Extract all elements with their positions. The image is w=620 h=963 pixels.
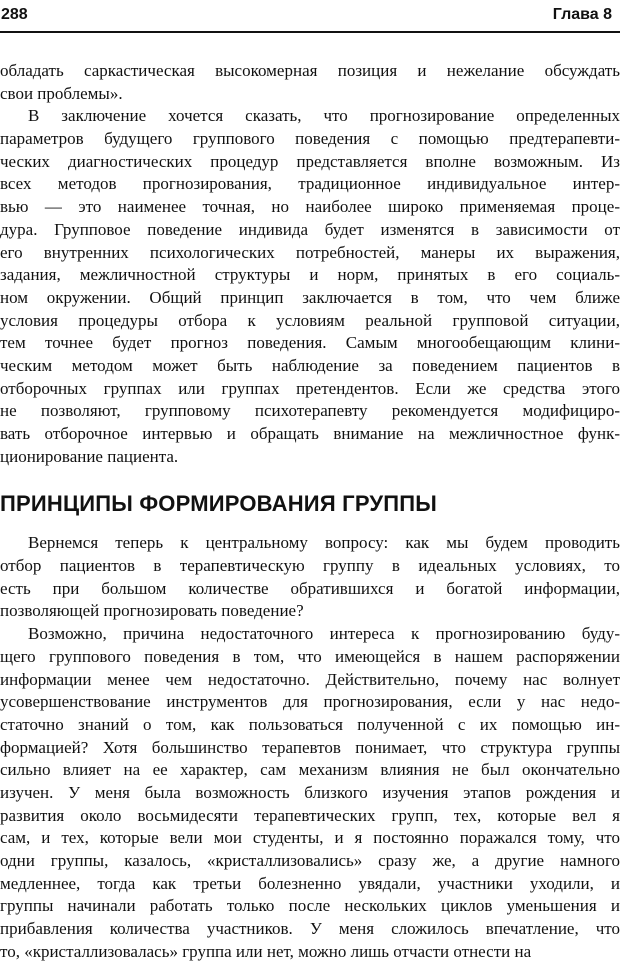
page-body xyxy=(0,60,620,963)
text-line: тем точнее будет прогноз поведения. Самым многообещающим клини- xyxy=(0,333,620,353)
text-line: усовершенствование инструментов для прогнозирования, если у нас недо- xyxy=(0,692,620,712)
text-line: медленнее, тогда как третьи болезненно увядали, участники уходили, и xyxy=(0,873,620,893)
text-line: то, «кристаллизовалась» группа или нет, можно лишь отчасти отнести на xyxy=(0,941,532,961)
text-line: ческих диагностических процедур представляется вполне возможным. Из xyxy=(0,151,620,171)
text-line: его внутренних психологических потребностей, манеры их выражения, xyxy=(0,242,620,262)
text-line: всех методов прогнозирования, традиционное индивидуальное интер- xyxy=(0,174,620,194)
header-rule xyxy=(0,31,620,33)
text-line: свои проблемы». xyxy=(0,83,123,103)
text-line: группы начинали работать только после нескольких циклов уменьшения и xyxy=(0,896,620,916)
text-line: ционирование пациента. xyxy=(0,446,179,466)
text-line: прибавления количества участников. У меня сложилось впечатление, что xyxy=(0,919,620,939)
running-header xyxy=(0,0,620,30)
text-line: ном окружении. Общий принцип заключается в том, что чем ближе xyxy=(0,287,620,307)
text-line: задания, межличностной структуры и норм, принятых в его социаль- xyxy=(0,265,620,285)
paragraph xyxy=(0,532,620,623)
text-line: Возможно, причина недостаточного интереса к прогнозированию буду- xyxy=(28,624,620,644)
text-line: информации менее чем недостаточно. Действительно, почему нас волнует xyxy=(0,669,620,689)
text-line: развития около восьмидесяти терапевтических групп, тех, которые вел я xyxy=(0,805,620,825)
text-line: изучен. У меня была возможность близкого изучения этапов рождения и xyxy=(0,782,620,802)
text-line: есть при большом количестве обратившихся и богатой информации, xyxy=(0,578,620,598)
text-line: дура. Групповое поведение индивида будет изменятся в зависимости от xyxy=(0,219,620,239)
text-line: не позволяют, групповому психотерапевту рекомендуется модифициро- xyxy=(0,401,620,421)
paragraph xyxy=(0,60,620,105)
text-line: отбор пациентов в терапевтическую группу в идеальных условиях, то xyxy=(0,556,620,576)
text-line: ческим методом может быть наблюдение за поведением пациентов в xyxy=(0,355,620,375)
section-title: ПРИНЦИПЫ ФОРМИРОВАНИЯ ГРУППЫ xyxy=(0,491,438,517)
text-line: обладать саркастическая высокомерная позиция и нежелание обсуждать xyxy=(0,61,620,80)
bottom-text-block xyxy=(0,532,620,963)
chapter-label: Глава 8 xyxy=(552,6,612,23)
text-line: Вернемся теперь к центральному вопросу: как мы будем проводить xyxy=(28,533,620,553)
text-line: формацией? Хотя большинство терапевтов понимает, что структура группы xyxy=(0,737,620,757)
text-line: щего группового поведения в том, что имеющейся в нашем распоряжении xyxy=(0,646,620,666)
page-number: 288 xyxy=(1,6,28,23)
top-text-block xyxy=(0,60,620,468)
text-line: В заключение хочется сказать, что прогнозирование определенных xyxy=(28,106,620,126)
paragraph xyxy=(0,623,620,963)
text-line: вать отборочное интервью и обращать внимание на межличностное функ- xyxy=(0,424,620,443)
text-line: статочно знаний о том, как пользоваться полученной с их помощью ин- xyxy=(0,714,620,734)
text-line: сам, и тех, которые вели мои студенты, и я постоянно поражался тому, что xyxy=(0,828,620,848)
text-line: сильно влияет на ее характер, сам механизм влияния не был окончательно xyxy=(0,760,620,780)
paragraph xyxy=(0,105,620,468)
text-line: позволяющей прогнозировать поведение? xyxy=(0,601,304,621)
text-line: отборочных группах или группах претендентов. Если же средства этого xyxy=(0,378,620,398)
text-line: параметров будущего группового поведения с помощью предтерапевти- xyxy=(0,129,620,149)
text-line: одни группы, казалось, «кристаллизовались» сразу же, а другие намного xyxy=(0,851,620,870)
text-line: вью — это наименее точная, но наиболее широко применяемая проце- xyxy=(0,197,620,217)
text-line: условия процедуры отбора к условиям реальной групповой ситуации, xyxy=(0,310,620,330)
